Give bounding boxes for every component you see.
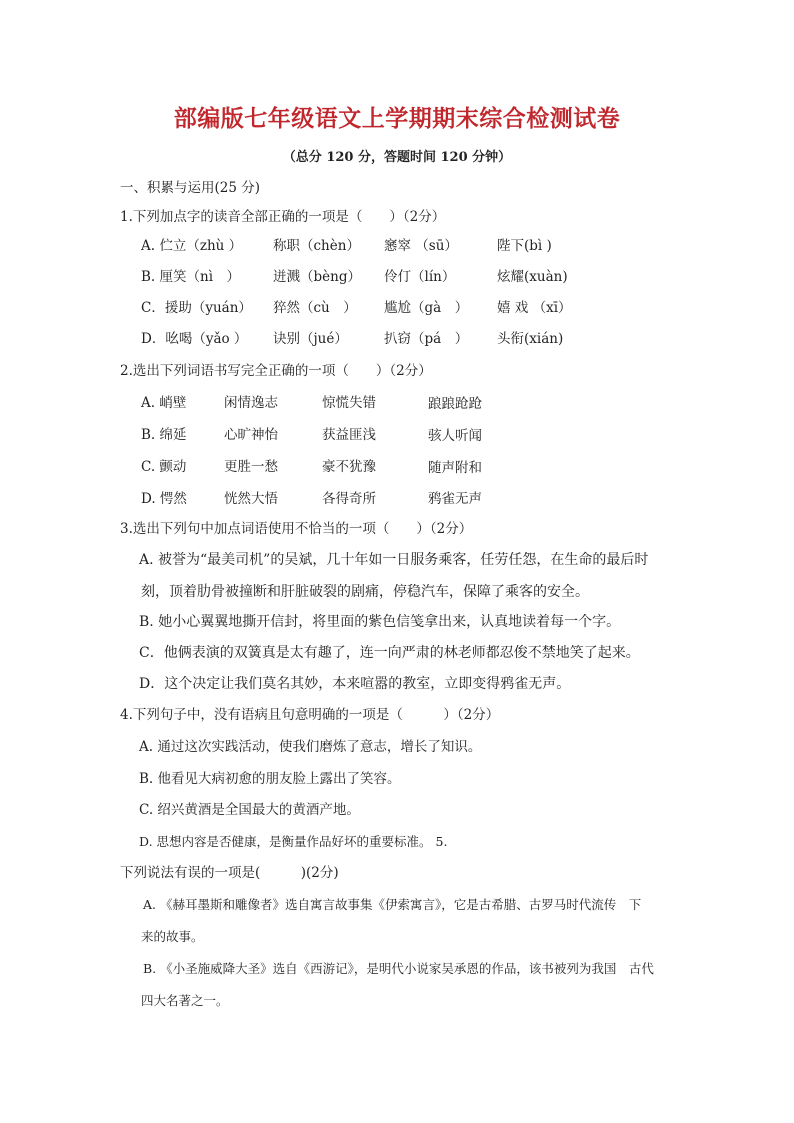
question-2-stem: 2.选出下列词语书写完全正确的一项（ ）（2分） [120,363,432,379]
question-3-stem: 3.选出下列句中加点词语使用不恰当的一项（ ）（2分） [120,521,473,537]
page-title: 部编版七年级语文上学期期末综合检测试卷 [173,105,621,132]
q5-option-a-line1: A. 《赫耳墨斯和雕像者》选自寓言故事集《伊索寓言》，它是古希腊、古罗马时代流传 下 [143,897,642,912]
q2-option-b-1: B. 绵延 [141,427,187,443]
q2-option-d-4: 鸦雀无声 [428,491,482,507]
q3-option-d: D．这个决定让我们莫名其妙，本来喧嚣的教室，立即变得鸦雀无声。 [139,676,571,692]
q5-option-b-line2: 四大名著之一。 [141,993,229,1008]
question-4-stem: 4.下列句子中，没有语病且句意明确的一项是（ ）（2分） [120,707,500,723]
q2-option-a-1: A. 峭壁 [141,395,187,411]
q1-option-d-3: 扒窃（pá ） [384,331,469,347]
q2-option-d-3: 各得奇所 [322,491,376,507]
q1-option-d-4: 头衔(xián) [497,331,564,347]
q1-option-c-2: 猝然（cù ） [273,300,357,316]
q2-option-a-3: 惊慌失错 [322,395,376,411]
q4-option-a: A. 通过这次实践活动，使我们磨炼了意志，增长了知识。 [139,739,482,755]
q2-option-c-2: 更胜一愁 [224,459,278,475]
q3-option-c: C．他俩表演的双簧真是太有趣了，连一向严肃的林老师都忍俊不禁地笑了起来。 [139,645,640,661]
question-5-stem: 下列说法有误的一项是( )(2分) [120,865,339,881]
q2-option-d-2: 恍然大悟 [224,491,278,507]
exam-subtitle: （总分 120 分，答题时间 120 分钟） [282,150,512,165]
q4-option-d: D. 思想内容是否健康，是衡量作品好坏的重要标准。 5. [139,834,448,849]
q1-option-a-1: A. 伫立（zhù ） [141,238,243,254]
q1-option-c-4: 嬉 戏 （xī） [497,300,572,316]
q2-option-c-4: 随声附和 [428,460,482,476]
q2-option-c-1: C. 颤动 [141,459,187,475]
q4-option-c: C. 绍兴黄酒是全国最大的黄酒产地。 [139,802,360,818]
q1-option-d-2: 诀别（jué） [273,331,348,347]
q2-option-d-1: D. 愕然 [141,491,187,507]
q1-option-b-3: 伶仃（lín） [384,269,456,285]
q1-option-a-3: 窸窣 （sū） [384,238,458,254]
q2-option-b-3: 获益匪浅 [322,427,376,443]
q2-option-c-3: 豪不犹豫 [322,459,376,475]
q3-option-b: B. 她小心翼翼地撕开信封，将里面的紫色信笺拿出来，认真地读着每一个字。 [139,614,621,630]
q2-option-a-4: 踉踉跄跄 [428,396,482,412]
q3-option-a-line1: A. 被誉为“最美司机”的吴斌，几十年如一日服务乘客，任劳任怨，在生命的最后时 [139,552,649,568]
q2-option-b-2: 心旷神怡 [224,427,278,443]
q1-option-d-1: D．吆喝（yǎo ） [141,331,248,347]
question-1-stem: 1.下列加点字的读音全部正确的一项是（ ）（2分） [120,209,446,225]
q1-option-b-2: 迸溅（bèng） [273,269,361,285]
q1-option-b-1: B. 厘笑（nì ） [141,269,241,285]
section-heading: 一、积累与运用(25 分) [120,180,261,196]
q3-option-a-line2: 刻，顶着肋骨被撞断和肝脏破裂的剧痛，停稳汽车，保障了乘客的安全。 [141,584,589,600]
q4-option-b: B. 他看见大病初愈的朋友脸上露出了笑容。 [139,771,401,787]
q1-option-b-4: 炫耀(xuàn) [497,269,568,285]
q5-option-b-line1: B. 《小圣施威降大圣》选自《西游记》，是明代小说家吴承恩的作品，该书被列为我国 古代 [143,961,654,976]
q5-option-a-line2: 来的故事。 [141,929,204,944]
q2-option-b-4: 骇人听闻 [428,428,482,444]
q1-option-c-3: 尴尬（gà ） [384,300,469,316]
q1-option-a-4: 陛下(bì ) [497,238,552,254]
q1-option-a-2: 称职（chèn） [273,238,360,254]
q2-option-a-2: 闲情逸志 [224,395,278,411]
q1-option-c-1: C．援助（yuán） [141,300,252,316]
